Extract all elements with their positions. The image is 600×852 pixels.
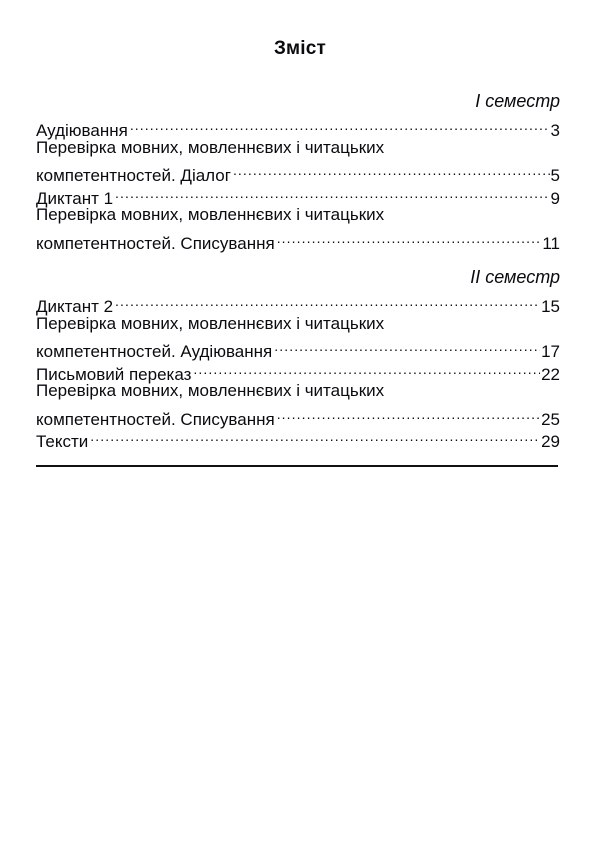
toc-entry-title: Перевірка мовних, мовленнєвих і читацьких [36, 137, 385, 157]
toc-entry-page: 17 [541, 342, 560, 361]
toc-entry[interactable] [36, 403, 560, 429]
toc-entry-first-line[interactable] [36, 204, 560, 227]
toc-entry-title: Диктант 2 [36, 297, 114, 316]
toc-title: Зміст [273, 38, 327, 59]
toc-entry-title: Перевірка мовних, мовленнєвих і читацьких [36, 381, 385, 400]
toc-entry-title: Тексти [36, 432, 89, 451]
toc-entry-first-line[interactable] [36, 313, 560, 336]
toc-entry-title-continued: компетентностей. Діалог [36, 166, 231, 185]
toc-entry-title-continued: компетентностей. Списування [36, 233, 275, 253]
toc-entry-title: Перевірка мовних, мовленнєвих і читацьких [36, 313, 385, 333]
toc-entry-title: Аудіювання [36, 121, 128, 140]
toc-entry-page: 22 [541, 364, 560, 384]
semester-1-entries [36, 114, 560, 253]
dot-leader [277, 227, 542, 249]
semester-2-entries [36, 290, 560, 451]
toc-entry[interactable] [36, 425, 560, 451]
dot-leader [115, 290, 540, 312]
toc-entry-title: Письмовий переказ [36, 364, 192, 384]
dot-leader [115, 182, 549, 204]
toc-entry-page: 11 [542, 233, 560, 253]
toc-entry[interactable] [36, 335, 560, 361]
toc-entry[interactable] [36, 114, 560, 140]
toc-entry[interactable] [36, 290, 560, 316]
toc-entry-first-line[interactable] [36, 137, 560, 160]
toc-entry-page: 25 [541, 409, 560, 429]
toc-entry[interactable] [36, 159, 560, 185]
toc-entry-title: Перевірка мовних, мовленнєвих і читацьких [36, 205, 385, 224]
toc-entry-page: 9 [550, 188, 560, 208]
toc-entry-title-continued: компетентностей. Списування [36, 409, 275, 429]
toc-entry-first-line[interactable] [36, 380, 560, 403]
dot-leader [130, 114, 550, 136]
toc-entry[interactable] [36, 182, 560, 208]
semester-2-heading: ІІ семестр [470, 267, 560, 287]
toc-entry-title-continued: компетентностей. Аудіювання [36, 342, 273, 361]
semester-1-heading: І семестр [475, 91, 560, 111]
horizontal-rule [36, 465, 558, 467]
dot-leader [274, 335, 540, 357]
toc-entry-page: 29 [541, 432, 560, 451]
dot-leader [277, 403, 540, 425]
dot-leader [193, 358, 540, 380]
dot-leader [233, 159, 550, 181]
toc-entry[interactable] [36, 227, 560, 253]
toc-entry-page: 3 [550, 121, 560, 140]
toc-entry-title: Диктант 1 [36, 188, 114, 208]
toc-entry-page: 5 [550, 166, 560, 185]
dot-leader [90, 425, 540, 447]
toc-entry-page: 15 [541, 297, 560, 316]
